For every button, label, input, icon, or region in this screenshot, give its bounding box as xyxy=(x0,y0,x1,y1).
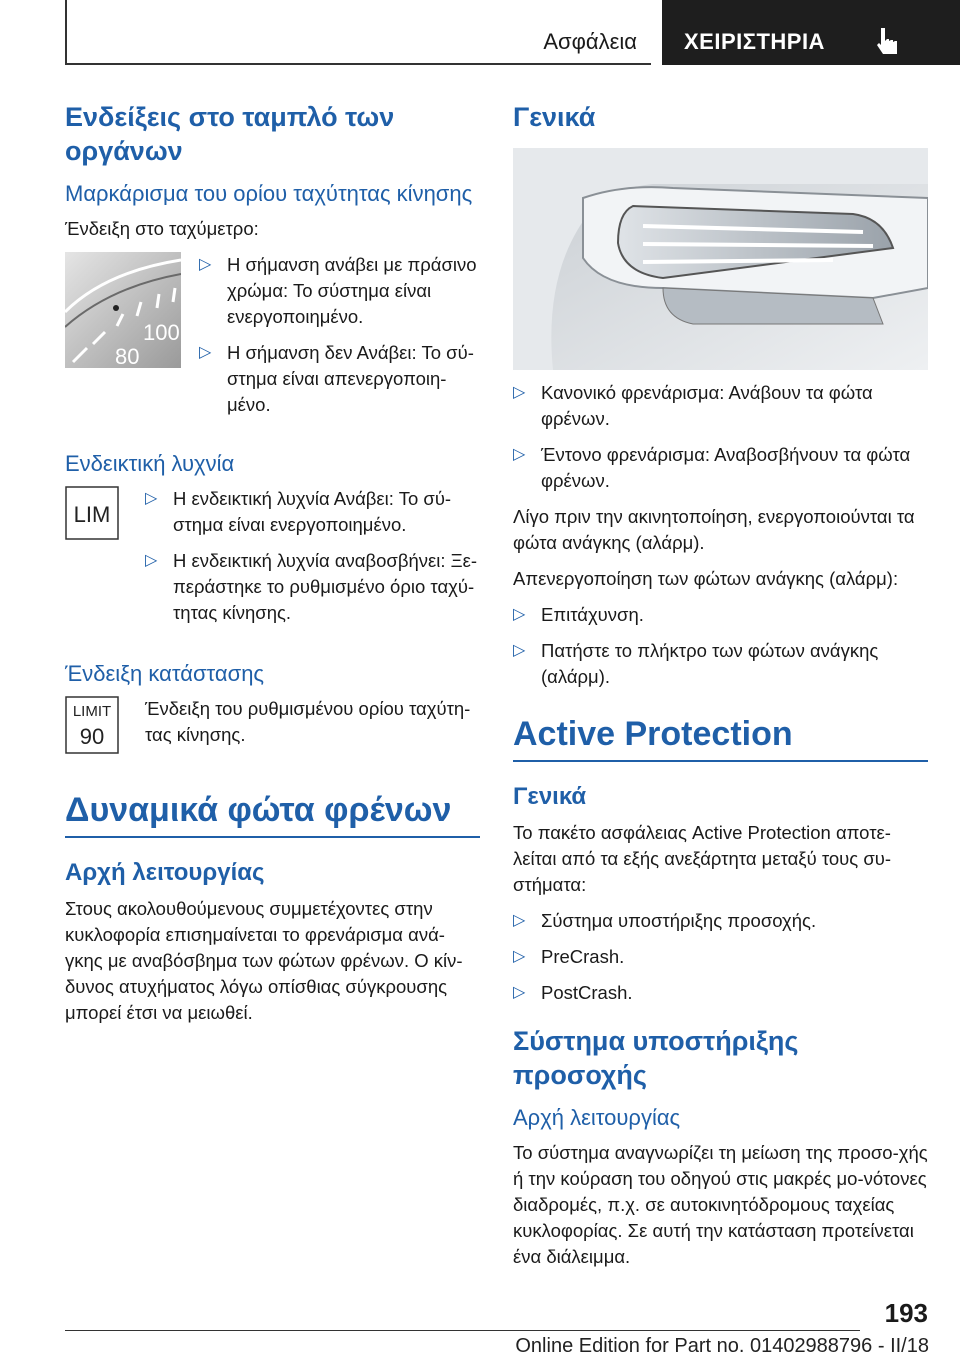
function-principle-title: Αρχή λειτουργίας xyxy=(65,859,265,886)
title-rule xyxy=(513,760,928,762)
attention-assist-title: Σύστημα υποστήριξης προσοχής xyxy=(513,1026,799,1090)
page-header xyxy=(65,0,960,65)
active-protection-text: Το πακέτο ασφάλειας Active Protection αποτε-λείται από τα εξής ανεξάρτητα μεταξύ τους συ-στήματα: xyxy=(513,822,892,895)
page-number: 193 xyxy=(884,1298,928,1328)
chapter-tab xyxy=(662,0,960,65)
list-item: ▷ Η σήμανση ανάβει με πράσινο χρώμα: Το σύστημα είναι ενεργοποιημένο. xyxy=(199,252,480,330)
speedometer-image xyxy=(65,252,181,368)
lim-lamp-row xyxy=(65,486,480,636)
speedometer-row xyxy=(65,252,480,428)
list-item: ▷ Έντονο φρενάρισμα: Αναβοσβήνουν τα φώτα φρένων. xyxy=(513,442,928,494)
tail-light-image xyxy=(513,148,928,370)
right-column xyxy=(513,100,928,1280)
chapter-label: ΧΕΙΡΙΣΤΗΡΙΑ xyxy=(684,29,825,54)
attention-text: Το σύστημα αναγνωρίζει τη μείωση της προσο-χής ή την κούραση του οδηγού στις μακρές μο-νότονες διαδρομές, π.χ. σε αυτοκινητόδρομους ταχείας κυκλοφορίας. Σε αυτή την κατάσταση προτείνεται ένα διάλειμμα. xyxy=(513,1142,928,1267)
list-item: ▷ PostCrash. xyxy=(513,980,928,1006)
footer-edition: Online Edition for Part no. 01402988796 - II/18 xyxy=(515,1335,929,1357)
hazard-activation-text: Λίγο πριν την ακινητοποίηση, ενεργοποιούνται τα φώτα ανάγκης (αλάρμ). xyxy=(513,506,915,553)
list-item: ▷ Σύστημα υποστήριξης προσοχής. xyxy=(513,908,928,934)
section-label: Ασφάλεια xyxy=(543,29,637,54)
list-item: ▷ Επιτάχυνση. xyxy=(513,602,928,628)
gauge-label-80: 80 xyxy=(115,344,140,368)
indicator-lamp-title: Ενδεικτική λυχνία xyxy=(65,451,235,476)
footer-rule xyxy=(65,1330,860,1331)
limit-icon-label: LIMIT xyxy=(72,703,112,720)
section-tab xyxy=(65,0,651,65)
function-text: Στους ακολουθούμενους συμμετέχοντες στην κυκλοφορία επισημαίνεται το φρενάρισμα ανά-γκης με αναβόσβημα των φώτων φρένων. Ο κίν-δυνος ατυχήματος λόγω οπίσθιας σύγκρουσης μπορεί έτσι να μειωθεί. xyxy=(65,898,463,1023)
list-item: ▷ Πατήστε το πλήκτρο των φώτων ανάγκης (αλάρμ). xyxy=(513,638,928,690)
lim-indicator-icon xyxy=(65,486,119,540)
limit-icon-value: 90 xyxy=(79,724,105,749)
pointing-hand-icon xyxy=(872,24,906,58)
gauge-label-100: 100 xyxy=(143,320,180,345)
speed-limit-marking-title: Μαρκάρισμα του ορίου ταχύτητας κίνησης xyxy=(65,181,473,206)
limit-status-row xyxy=(65,696,480,758)
attention-function-title: Αρχή λειτουργίας xyxy=(513,1105,681,1130)
list-item: ▷ Η ενδεικτική λυχνία Ανάβει: Το σύ-στημα είναι ενεργοποιημένο. xyxy=(145,486,480,538)
general-subtitle: Γενικά xyxy=(513,783,587,810)
list-item: ▷ PreCrash. xyxy=(513,944,928,970)
limit-status-icon xyxy=(65,696,119,754)
list-item: ▷ Η ενδεικτική λυχνία αναβοσβήνει: Ξε-περάστηκε το ρυθμισμένο όριο ταχύ-τητας κίνησης. xyxy=(145,548,480,626)
list-item: ▷ Η σήμανση δεν Ανάβει: Το σύ-στημα είναι απενεργοποιη-μένο. xyxy=(199,340,480,418)
status-text: Ένδειξη του ρυθμισμένου ορίου ταχύτη-τας κίνησης. xyxy=(145,698,471,745)
lim-icon-label: LIM xyxy=(73,502,111,527)
instrument-display-title: Ενδείξεις στο ταμπλό των οργάνων xyxy=(65,102,395,166)
speed-intro-text: Ένδειξη στο ταχύμετρο: xyxy=(65,218,259,239)
general-title: Γενικά xyxy=(513,102,596,132)
list-item: ▷ Κανονικό φρενάρισμα: Ανάβουν τα φώτα φρένων. xyxy=(513,380,928,432)
active-protection-title: Active Protection xyxy=(513,715,793,753)
hazard-deactivation-text: Απενεργοποίηση των φώτων ανάγκης (αλάρμ): xyxy=(513,568,899,589)
left-column xyxy=(65,100,480,1036)
status-display-title: Ένδειξη κατάστασης xyxy=(65,661,265,686)
title-rule xyxy=(65,836,480,838)
dynamic-brake-lights-title: Δυναμικά φώτα φρένων xyxy=(65,791,452,829)
